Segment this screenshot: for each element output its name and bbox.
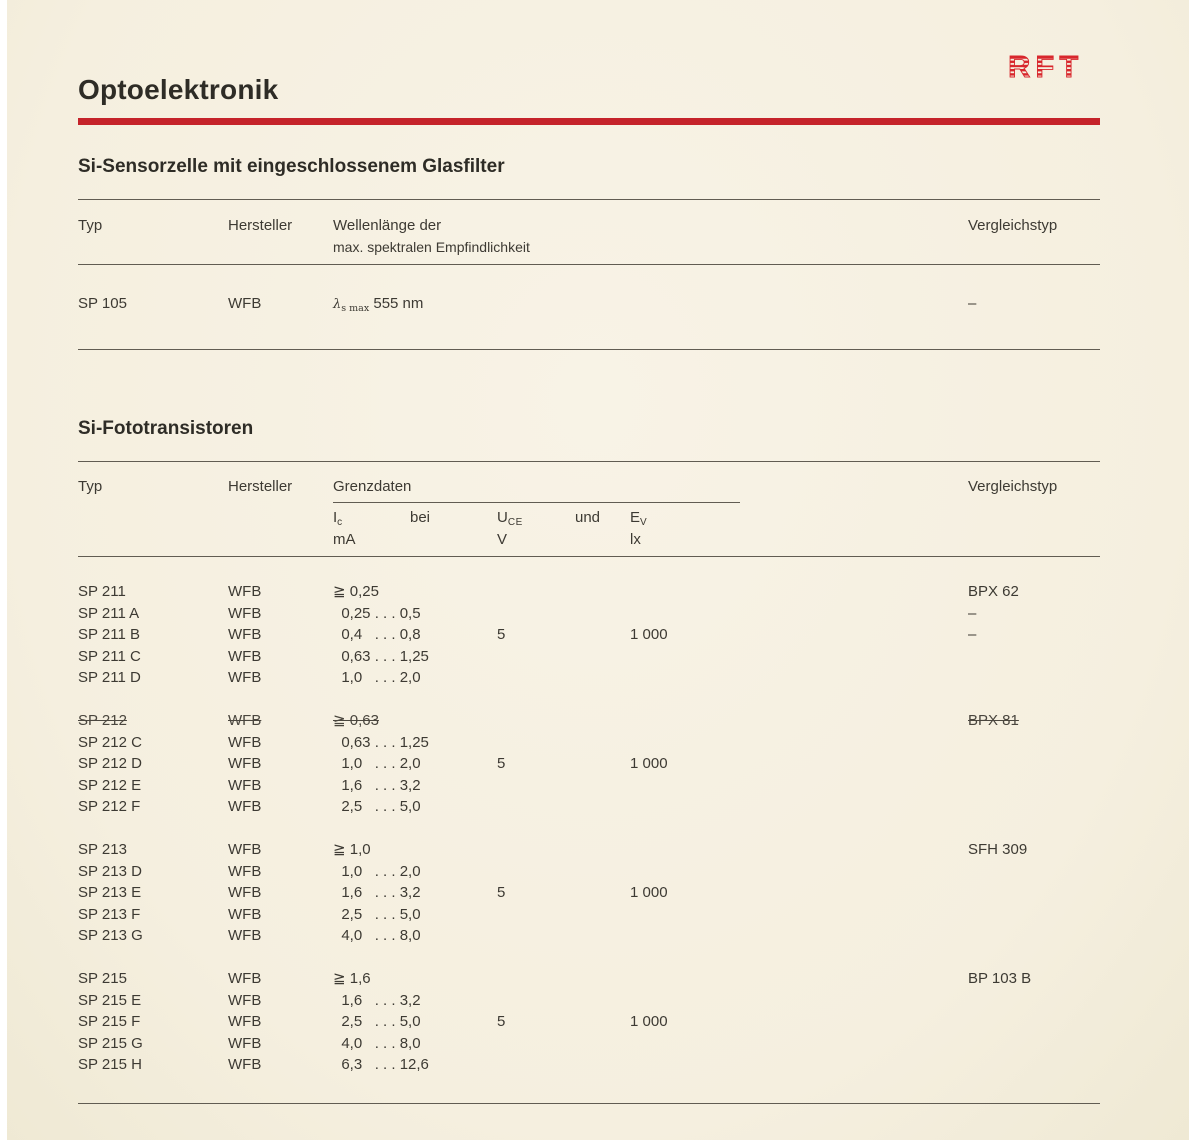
cell-typ: SP 213 xyxy=(78,841,127,858)
cell-vergleichstyp xyxy=(968,904,1100,926)
rft-logo-svg xyxy=(1006,48,1102,86)
cell-uce xyxy=(497,925,630,947)
cell-ev xyxy=(630,904,968,926)
transistor-table-body xyxy=(78,581,1100,1097)
cell-vergleichstyp xyxy=(968,646,1100,668)
cell-vergleichstyp xyxy=(968,1054,1100,1076)
cell-ev: 1 000 xyxy=(630,1013,668,1030)
cell-typ: SP 212 F xyxy=(78,798,141,815)
cell-vergleichstyp xyxy=(968,775,1100,797)
table-row xyxy=(78,1054,1100,1076)
cell-ev xyxy=(630,796,968,818)
cell-uce xyxy=(497,990,630,1012)
table-row xyxy=(78,925,1100,947)
cell-typ: SP 215 xyxy=(78,970,127,987)
table-row xyxy=(78,990,1100,1012)
section-heading-sensorzelle: Si-Sensorzelle mit eingeschlossenem Glasfilter xyxy=(78,156,505,177)
cell-vergleichstyp: BPX 81 xyxy=(968,712,1019,729)
cell-vergleichstyp xyxy=(968,1011,1100,1033)
table-row xyxy=(78,882,1100,904)
cell-vergleichstyp xyxy=(968,796,1100,818)
cell-uce xyxy=(497,1054,630,1076)
cell-ic: 2,5 . . . 5,0 xyxy=(333,905,421,923)
cell-ic: ≧ 0,25 xyxy=(333,583,379,600)
table-row xyxy=(78,861,1100,883)
subcol-uce xyxy=(497,509,523,528)
cell-ic: 1,6 . . . 3,2 xyxy=(333,884,421,901)
section-heading-fototransistoren: Si-Fototransistoren xyxy=(78,418,254,439)
table-row xyxy=(78,710,1100,732)
cell-ev xyxy=(630,667,968,689)
col-header-wellenlaenge-2: max. spektralen Empfindlichkeit xyxy=(333,239,530,255)
cell-vergleichstyp xyxy=(968,753,1100,775)
cell-hersteller: WFB xyxy=(228,647,262,665)
cell-typ: SP 211 D xyxy=(78,669,141,686)
divider xyxy=(78,199,1100,200)
cell-ev xyxy=(630,968,968,990)
cell-uce xyxy=(497,710,630,732)
col-header-grenzdaten: Grenzdaten xyxy=(333,478,412,495)
cell-ic: 4,0 . . . 8,0 xyxy=(333,927,421,944)
cell-hersteller: WFB xyxy=(228,841,262,858)
divider xyxy=(78,461,1100,462)
cell-ev xyxy=(630,603,968,625)
divider xyxy=(78,264,1100,265)
cell-uce: 5 xyxy=(497,1013,506,1030)
lambda-symbol: λ xyxy=(333,297,342,312)
cell-uce xyxy=(497,968,630,990)
cell-ev xyxy=(630,839,968,861)
cell-vergleichstyp: – xyxy=(968,604,977,622)
cell-hersteller: WFB xyxy=(228,583,262,600)
cell-uce: 5 xyxy=(497,884,506,901)
cell-ev xyxy=(630,646,968,668)
row-group xyxy=(78,581,1100,689)
cell-hersteller: WFB xyxy=(228,776,262,794)
cell-hersteller: WFB xyxy=(228,991,262,1009)
cell-typ: SP 211 A xyxy=(78,604,140,622)
cell-ev xyxy=(630,581,968,603)
cell-typ: SP 211 B xyxy=(78,626,140,643)
col-header-typ: Typ xyxy=(78,217,103,234)
cell-hersteller: WFB xyxy=(228,798,262,815)
rft-logo xyxy=(1006,48,1102,86)
cell-ev xyxy=(630,775,968,797)
grenzdaten-underline xyxy=(333,502,740,503)
cell-hersteller: WFB xyxy=(228,604,262,622)
cell-typ: SP 212 xyxy=(78,712,127,729)
cell-vergleichstyp xyxy=(968,667,1100,689)
col-header-wellenlaenge: Wellenlänge der xyxy=(333,217,442,234)
cell-hersteller: WFB xyxy=(228,927,262,944)
cell-uce xyxy=(497,861,630,883)
uce-symbol: U xyxy=(497,509,508,526)
cell-ev xyxy=(630,732,968,754)
table-row xyxy=(78,732,1100,754)
cell-ic: 1,6 . . . 3,2 xyxy=(333,991,421,1009)
col-header-vergleichstyp: Vergleichstyp xyxy=(968,217,1058,234)
cell-vergleichstyp: SFH 309 xyxy=(968,841,1028,858)
subcol-ev xyxy=(630,509,647,528)
col-header-hersteller: Hersteller xyxy=(228,217,293,234)
cell-hersteller: WFB xyxy=(228,755,262,772)
cell-ic: 2,5 . . . 5,0 xyxy=(333,798,421,815)
cell-typ: SP 212 E xyxy=(78,776,142,794)
cell-vergleichstyp: – xyxy=(968,295,977,312)
cell-ev: 1 000 xyxy=(630,626,668,643)
col-header-hersteller: Hersteller xyxy=(228,478,293,495)
cell-typ: SP 211 C xyxy=(78,647,141,665)
row-group xyxy=(78,839,1100,947)
cell-vergleichstyp: – xyxy=(968,626,977,643)
cell-ev xyxy=(630,990,968,1012)
cell-vergleichstyp xyxy=(968,861,1100,883)
cell-vergleichstyp: BPX 62 xyxy=(968,583,1019,600)
cell-ic: ≧ 1,6 xyxy=(333,970,371,987)
table-row xyxy=(78,753,1100,775)
cell-hersteller: WFB xyxy=(228,905,262,923)
cell-ic: 0,4 . . . 0,8 xyxy=(333,626,421,643)
cell-ic: 1,0 . . . 2,0 xyxy=(333,669,421,686)
cell-hersteller: WFB xyxy=(228,733,262,751)
cell-ev xyxy=(630,925,968,947)
subcol-unit-ma: mA xyxy=(333,531,356,548)
table-row xyxy=(78,624,1100,646)
cell-hersteller: WFB xyxy=(228,295,262,312)
cell-uce xyxy=(497,904,630,926)
cell-typ: SP 213 G xyxy=(78,927,143,944)
cell-ic: 2,5 . . . 5,0 xyxy=(333,1013,421,1030)
cell-typ: SP 215 G xyxy=(78,1034,143,1052)
cell-hersteller: WFB xyxy=(228,1056,262,1073)
cell-ev: 1 000 xyxy=(630,755,668,772)
cell-uce xyxy=(497,603,630,625)
cell-uce xyxy=(497,839,630,861)
cell-ev xyxy=(630,1033,968,1055)
table-row xyxy=(78,1033,1100,1055)
cell-ic: ≧ 0,63 xyxy=(333,712,379,729)
cell-ic: 4,0 . . . 8,0 xyxy=(333,1034,421,1052)
cell-typ: SP 213 E xyxy=(78,884,142,901)
cell-ev xyxy=(630,861,968,883)
cell-uce xyxy=(497,796,630,818)
subcol-unit-lx: lx xyxy=(630,531,641,548)
cell-ic: 1,6 . . . 3,2 xyxy=(333,776,421,794)
ic-subscript: c xyxy=(337,517,343,528)
ev-symbol: E xyxy=(630,509,641,526)
cell-ic: ≧ 1,0 xyxy=(333,841,371,858)
subcol-ic xyxy=(333,509,343,528)
table-row xyxy=(78,796,1100,818)
cell-vergleichstyp xyxy=(968,925,1100,947)
cell-hersteller: WFB xyxy=(228,884,262,901)
cell-uce xyxy=(497,1033,630,1055)
cell-ic: 0,25 . . . 0,5 xyxy=(333,604,421,622)
cell-typ: SP 213 F xyxy=(78,905,141,923)
cell-typ: SP 105 xyxy=(78,295,127,312)
bottom-rule xyxy=(78,1103,1100,1104)
cell-typ: SP 215 H xyxy=(78,1056,142,1073)
table-row xyxy=(78,968,1100,990)
ic-symbol: I xyxy=(333,509,338,526)
table-row xyxy=(78,839,1100,861)
row-group xyxy=(78,710,1100,818)
subcol-unit-v: V xyxy=(497,531,508,548)
scan-edge xyxy=(0,0,7,1140)
cell-uce: 5 xyxy=(497,626,506,643)
table-row xyxy=(78,904,1100,926)
cell-hersteller: WFB xyxy=(228,626,262,643)
cell-vergleichstyp xyxy=(968,882,1100,904)
table-row xyxy=(78,646,1100,668)
cell-uce xyxy=(497,646,630,668)
cell-uce: 5 xyxy=(497,755,506,772)
table-row xyxy=(78,581,1100,603)
cell-vergleichstyp xyxy=(968,732,1100,754)
cell-hersteller: WFB xyxy=(228,1013,262,1030)
divider xyxy=(78,349,1100,350)
cell-typ: SP 215 E xyxy=(78,991,142,1009)
cell-hersteller: WFB xyxy=(228,1034,262,1052)
divider xyxy=(78,556,1100,557)
cell-uce xyxy=(497,775,630,797)
cell-ic: 1,0 . . . 2,0 xyxy=(333,862,421,880)
table-row xyxy=(78,603,1100,625)
cell-ev xyxy=(630,710,968,732)
cell-ic: 0,63 . . . 1,25 xyxy=(333,647,429,665)
cell-typ: SP 212 D xyxy=(78,755,142,772)
cell-typ: SP 212 C xyxy=(78,733,142,751)
cell-vergleichstyp xyxy=(968,1033,1100,1055)
cell-wellenlaenge xyxy=(333,295,423,314)
cell-uce xyxy=(497,667,630,689)
cell-ic: 1,0 . . . 2,0 xyxy=(333,755,421,772)
row-group xyxy=(78,968,1100,1076)
table-row xyxy=(78,667,1100,689)
title-rule xyxy=(78,118,1100,125)
table-row xyxy=(78,775,1100,797)
rft-logo-text: RFT xyxy=(1008,49,1084,84)
page-title: Optoelektronik xyxy=(78,74,279,105)
subcol-und: und xyxy=(575,509,601,526)
cell-hersteller: WFB xyxy=(228,862,262,880)
cell-ic: 0,63 . . . 1,25 xyxy=(333,733,429,751)
cell-uce xyxy=(497,581,630,603)
cell-typ: SP 213 D xyxy=(78,862,142,880)
cell-typ: SP 215 F xyxy=(78,1013,141,1030)
cell-hersteller: WFB xyxy=(228,712,262,729)
cell-ev xyxy=(630,1054,968,1076)
lambda-subscript: s max xyxy=(341,303,370,314)
cell-vergleichstyp: BP 103 B xyxy=(968,970,1032,987)
col-header-vergleichstyp: Vergleichstyp xyxy=(968,478,1058,495)
cell-uce xyxy=(497,732,630,754)
cell-vergleichstyp xyxy=(968,990,1100,1012)
uce-subscript: CE xyxy=(507,517,523,528)
col-header-typ: Typ xyxy=(78,478,103,495)
cell-hersteller: WFB xyxy=(228,669,262,686)
cell-hersteller: WFB xyxy=(228,970,262,987)
wavelength-value: 555 nm xyxy=(373,295,424,312)
ev-subscript: V xyxy=(640,517,648,528)
table-row xyxy=(78,1011,1100,1033)
cell-typ: SP 211 xyxy=(78,583,126,600)
cell-ic: 6,3 . . . 12,6 xyxy=(333,1056,429,1073)
cell-ev: 1 000 xyxy=(630,884,668,901)
subcol-bei: bei xyxy=(410,509,431,526)
